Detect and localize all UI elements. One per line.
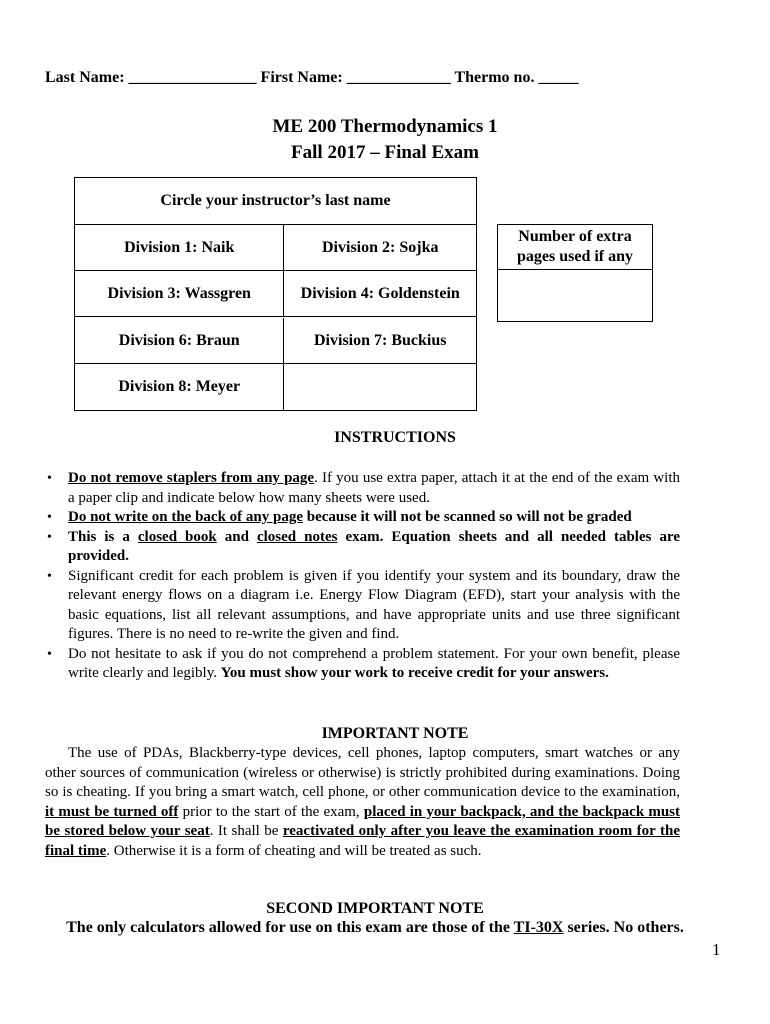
course-title: ME 200 Thermodynamics 1 (272, 116, 498, 137)
last-name-label: Last Name: (45, 69, 125, 86)
exam-title: Fall 2017 – Final Exam (291, 142, 479, 163)
extra-pages-label: Number of extra pages used if any (498, 225, 652, 270)
title-block (0, 114, 770, 166)
important-note-body: The use of PDAs, Blackberry-type devices, cell phones, laptop computers, smart watches or any other sources of communication (wireless or otherwise) is strictly prohibited during examinations. Doing so is cheating. If you bring a smart watch, cell phone, or other communication device to the examination, it must be turned off prior to the start of the exam, placed in your backpack, and the backpack must be stored below your seat. It shall be reactivated only after you leave the examination room for the final time. Otherwise it is a form of cheating and will be treated as such. (45, 745, 681, 859)
table-row (75, 271, 476, 317)
division-cell[interactable]: Division 7: Buckius (314, 331, 447, 349)
last-name-field[interactable]: ________________ (128, 69, 257, 86)
important-note-heading: IMPORTANT NOTE (321, 725, 469, 742)
thermo-number-label: Thermo no. (454, 69, 535, 86)
bullet-icon: • (47, 646, 52, 662)
calculator-note: The only calculators allowed for use on this exam are those of the TI-30X series. No others. (66, 919, 684, 936)
second-note-heading: SECOND IMPORTANT NOTE (266, 900, 484, 917)
instructor-table (74, 177, 477, 411)
first-name-field[interactable]: _____________ (346, 69, 451, 86)
table-row (75, 225, 476, 271)
bullet-icon: • (47, 568, 52, 584)
thermo-number-field[interactable]: _____ (538, 69, 579, 86)
table-row (75, 364, 476, 410)
division-cell[interactable]: Division 4: Goldenstein (300, 284, 460, 302)
bullet-icon: • (47, 510, 52, 525)
list-item: • Significant credit for each problem is given if you identify your system and its boundary, draw the relevant energy flows on a diagram i.e. Energy Flow Diagram (EFD), start your analysis with the basic equations, list all relevant assumptions, and have appropriate units and use three significant figures. There is no need to re-write the given and find. (47, 567, 680, 642)
bullet-icon: • (47, 529, 52, 545)
extra-pages-box (497, 224, 653, 322)
first-name-label: First Name: (260, 69, 343, 86)
division-cell[interactable]: Division 8: Meyer (75, 364, 284, 410)
list-item: • Do not remove staplers from any page. If you use extra paper, attach it at the end of the exam with a paper clip and indicate below how many sheets were used. (47, 470, 680, 506)
list-item: • This is a closed book and closed notes exam. Equation sheets and all needed tables are provided. (47, 528, 681, 564)
division-cell[interactable]: Division 1: Naik (75, 225, 284, 270)
division-cell[interactable]: Division 2: Sojka (322, 238, 439, 256)
instructions-list (45, 469, 680, 684)
instructor-table-heading: Circle your instructor’s last name (75, 178, 476, 225)
list-item: • Do not write on the back of any page because it will not be scanned so will not be graded (45, 508, 680, 528)
extra-pages-field[interactable] (498, 270, 652, 322)
page-number: 1 (712, 940, 721, 959)
division-cell[interactable]: Division 3: Wassgren (75, 271, 284, 316)
name-line (45, 69, 578, 87)
bullet-icon: • (47, 471, 52, 486)
list-item: • Do not hesitate to ask if you do not comprehend a problem statement. For your own benefit, please write clearly and legibly. You must show your work to receive credit for your answers. (47, 645, 680, 681)
division-cell-empty (284, 364, 476, 410)
instructions-heading: INSTRUCTIONS (334, 429, 456, 446)
table-row (75, 318, 476, 364)
division-cell[interactable]: Division 6: Braun (75, 318, 284, 363)
